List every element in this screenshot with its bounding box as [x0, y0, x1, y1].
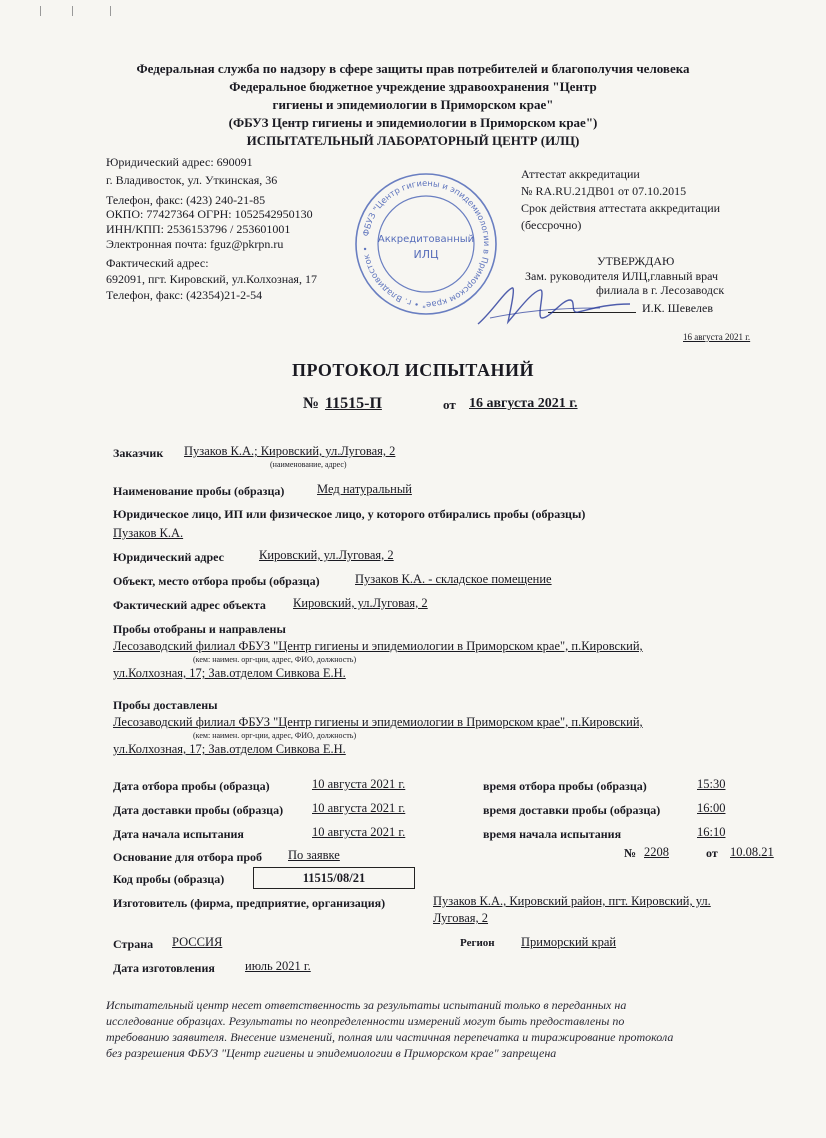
country-value: РОССИЯ: [172, 935, 223, 949]
approval-title: УТВЕРЖДАЮ: [597, 254, 675, 268]
scan-mark: [72, 6, 73, 16]
scan-mark: [40, 6, 41, 16]
customer-value: Пузаков К.А.; Кировский, ул.Луговая, 2: [184, 444, 396, 458]
basis-number: 2208: [644, 845, 669, 859]
disclaimer-line-4: без разрешения ФБУЗ "Центр гигиены и эпидемиологии в Приморском крае" запрещена: [106, 1046, 557, 1060]
manufacturer-line-1: Пузаков К.А., Кировский район, пгт. Кировский, ул.: [433, 894, 711, 908]
accreditation-number: № RA.RU.21ДВ01 от 07.10.2015: [521, 184, 687, 198]
basis-date: 10.08.21: [730, 845, 774, 859]
sample-name-label: Наименование пробы (образца): [113, 484, 285, 498]
approval-name: И.К. Шевелев: [642, 301, 714, 315]
customer-label: Заказчик: [113, 446, 164, 460]
header-line-4: (ФБУЗ Центр гигиены и эпидемиологии в Приморском крае"): [228, 115, 598, 130]
delivered-by-hint: (кем: наимен. орг-ции, адрес, ФИО, должность): [193, 731, 357, 740]
org-inn-kpp: ИНН/КПП: 2536153796 / 253601001: [106, 222, 291, 236]
accreditation-validity-label: Срок действия аттестата аккредитации: [521, 201, 721, 215]
header-line-1: Федеральная служба по надзору в сфере защиты прав потребителей и благополучия человека: [136, 61, 690, 76]
sample-code-label: Код пробы (образца): [113, 872, 225, 886]
header-line-2: Федеральное бюджетное учреждение здравоохранения "Центр: [229, 79, 597, 94]
header-line-5: ИСПЫТАТЕЛЬНЫЙ ЛАБОРАТОРНЫЙ ЦЕНТР (ИЛЦ): [246, 133, 580, 148]
object-value: Пузаков К.А. - складское помещение: [355, 572, 552, 586]
test-start-date-label: Дата начала испытания: [113, 827, 244, 841]
object-address-label: Фактический адрес объекта: [113, 598, 266, 612]
sample-code-value: 11515/08/21: [253, 867, 415, 889]
test-start-time: 16:10: [697, 825, 726, 839]
approval-date: 16 августа 2021 г.: [683, 332, 751, 342]
signature-scribble: [470, 278, 640, 334]
production-date-label: Дата изготовления: [113, 961, 215, 975]
country-label: Страна: [113, 937, 154, 951]
org-phone-fax: Телефон, факс: (423) 240-21-85: [106, 193, 266, 207]
sampling-date-value: 10 августа 2021 г.: [312, 777, 406, 791]
stamp-ring-text: ФБУЗ "Центр гигиены и эпидемиологии в Приморском крае" • г. Владивосток •: [360, 177, 493, 311]
disclaimer-line-3: требованию заявителя. Внесение изменений, полная или частичная перепечатка и тиражирование протокола: [106, 1030, 674, 1044]
protocol-date: 16 августа 2021 г.: [469, 396, 578, 411]
sampling-date-label: Дата отбора пробы (образца): [113, 779, 270, 793]
approval-position-1: Зам. руководителя ИЛЦ,главный врач: [525, 269, 719, 283]
object-label: Объект, место отбора пробы (образца): [113, 574, 320, 588]
org-actual-address: 692091, пгт. Кировский, ул.Колхозная, 17: [106, 272, 317, 286]
sampled-by-line-2: ул.Колхозная, 17; Зав.отделом Сивкова Е.Н.: [113, 666, 346, 680]
protocol-number: 11515-П: [325, 395, 382, 412]
manufacturer-line-2: Луговая, 2: [433, 911, 489, 925]
delivery-date-label: Дата доставки пробы (образца): [113, 803, 284, 817]
legal-address-label: Юридический адрес: [113, 550, 224, 564]
basis-label: Основание для отбора проб: [113, 850, 263, 864]
protocol-number-prefix: №: [303, 395, 320, 412]
header-line-3: гигиены и эпидемиологии в Приморском крае": [272, 97, 554, 112]
sample-name-value: Мед натуральный: [317, 482, 412, 496]
delivered-by-label: Пробы доставлены: [113, 698, 218, 712]
org-email: Электронная почта: fguz@pkrpn.ru: [106, 237, 284, 251]
disclaimer-line-1: Испытательный центр несет ответственность за результаты испытаний только в переданных на: [106, 998, 627, 1012]
delivery-time-label: время доставки пробы (образца): [483, 803, 661, 817]
disclaimer-line-2: исследование образцах. Результаты по неопределенности измерений могут быть предоставлены по: [106, 1014, 625, 1028]
delivered-by-line-1: Лесозаводский филиал ФБУЗ "Центр гигиены и эпидемиологии в Приморском крае", п.Кировский,: [113, 715, 643, 729]
sampled-by-line-1: Лесозаводский филиал ФБУЗ "Центр гигиены и эпидемиологии в Приморском крае", п.Кировский,: [113, 639, 643, 653]
sampling-time: 15:30: [697, 777, 726, 791]
region-label: Регион: [460, 937, 495, 949]
protocol-date-prefix: от: [443, 397, 456, 412]
accreditation-validity: (бессрочно): [521, 218, 582, 232]
region-value: Приморский край: [521, 935, 617, 949]
basis-value: По заявке: [288, 848, 340, 862]
customer-hint: (наименование, адрес): [270, 460, 347, 469]
legal-address-value: Кировский, ул.Луговая, 2: [259, 548, 394, 562]
org-city-street: г. Владивосток, ул. Уткинская, 36: [106, 173, 278, 187]
org-actual-phone: Телефон, факс: (42354)21-2-54: [106, 288, 263, 302]
entity-value: Пузаков К.А.: [113, 526, 184, 540]
org-actual-address-label: Фактический адрес:: [106, 256, 209, 270]
delivery-date-value: 10 августа 2021 г.: [312, 801, 406, 815]
scan-mark: [110, 6, 111, 16]
org-legal-address: Юридический адрес: 690091: [106, 155, 253, 169]
sampled-by-label: Пробы отобраны и направлены: [113, 622, 286, 636]
delivered-by-line-2: ул.Колхозная, 17; Зав.отделом Сивкова Е.Н.: [113, 742, 346, 756]
test-start-time-label: время начала испытания: [483, 827, 622, 841]
object-address-value: Кировский, ул.Луговая, 2: [293, 596, 428, 610]
sampling-time-label: время отбора пробы (образца): [483, 779, 647, 793]
basis-date-prefix: от: [706, 846, 718, 860]
approval-position-2: филиала в г. Лесозаводск: [596, 283, 725, 297]
production-date-value: июль 2021 г.: [245, 959, 311, 973]
basis-number-prefix: №: [624, 846, 637, 860]
entity-label: Юридическое лицо, ИП или физическое лицо, у которого отбирались пробы (образцы): [113, 507, 586, 521]
delivery-time: 16:00: [697, 801, 726, 815]
manufacturer-label: Изготовитель (фирма, предприятие, организация): [113, 896, 386, 910]
accreditation-label: Аттестат аккредитации: [521, 167, 640, 181]
protocol-title: ПРОТОКОЛ ИСПЫТАНИЙ: [291, 360, 535, 380]
org-okpo-ogrn: ОКПО: 77427364 ОГРН: 1052542950130: [106, 207, 313, 221]
stamp-center-line2: ИЛЦ: [413, 248, 439, 261]
test-start-date-value: 10 августа 2021 г.: [312, 825, 406, 839]
sampled-by-hint: (кем: наимен. орг-ции, адрес, ФИО, должность): [193, 655, 357, 664]
stamp-center-line1: Аккредитованный: [377, 234, 475, 245]
